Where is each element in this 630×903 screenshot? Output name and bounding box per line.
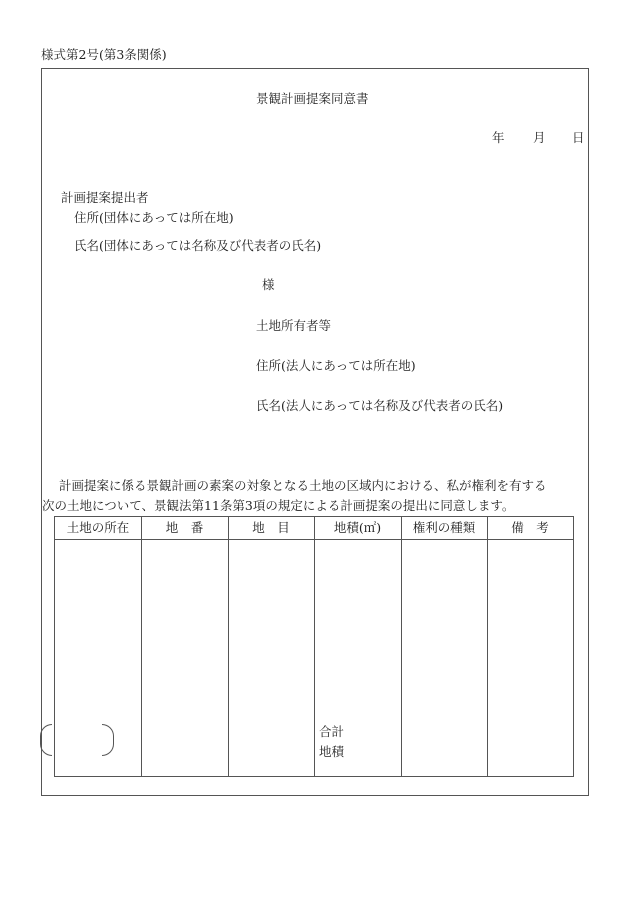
consent-line-2: 次の土地について、景観法第11条第3項の規定による計画提案の提出に同意します。 <box>42 498 515 513</box>
landowner-heading: 土地所有者等 <box>256 318 332 333</box>
column-divider <box>401 517 402 776</box>
date-month-label: 月 <box>533 130 546 145</box>
total-label: 合計 <box>319 724 345 739</box>
column-divider <box>314 517 315 776</box>
proposer-name-label: 氏名(団体にあっては名称及び代表者の氏名) <box>74 238 322 253</box>
header-lot-number: 地 番 <box>165 520 204 535</box>
date-year-label: 年 <box>492 130 505 145</box>
date-day-label: 日 <box>572 130 585 145</box>
header-row-divider <box>55 539 573 540</box>
document-title: 景観計画提案同意書 <box>256 91 369 106</box>
area-label: 地積 <box>319 744 345 759</box>
consent-paragraph <box>42 476 590 516</box>
header-land-category: 地 目 <box>252 520 290 535</box>
landowner-address-label: 住所(法人にあっては所在地) <box>256 358 416 373</box>
proposer-heading: 計画提案提出者 <box>61 190 149 205</box>
honorific: 様 <box>262 277 275 292</box>
header-land-area: 地積(㎡) <box>333 520 382 535</box>
left-bracket <box>40 724 52 756</box>
column-divider <box>228 517 229 776</box>
header-location: 土地の所在 <box>66 520 130 535</box>
header-remarks: 備 考 <box>511 520 549 535</box>
consent-line-1: 計画提案に係る景観計画の素案の対象となる土地の区域内における、私が権利を有する <box>59 478 547 493</box>
proposer-address-label: 住所(団体にあっては所在地) <box>74 210 234 225</box>
column-divider <box>487 517 488 776</box>
form-number: 様式第2号(第3条関係) <box>41 47 167 62</box>
land-table <box>54 516 574 777</box>
header-right-type: 権利の種類 <box>412 520 476 535</box>
column-divider <box>141 517 142 776</box>
landowner-name-label: 氏名(法人にあっては名称及び代表者の氏名) <box>256 398 504 413</box>
